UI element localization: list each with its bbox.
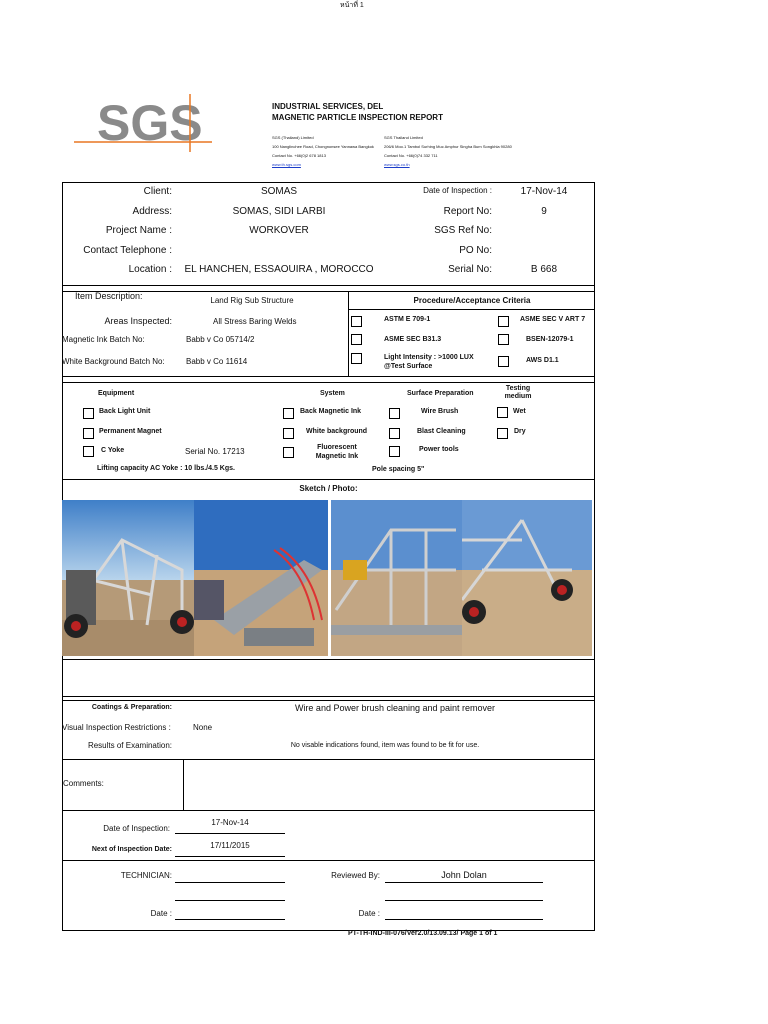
- wet-checkbox[interactable]: [497, 407, 508, 418]
- permanent-magnet-checkbox[interactable]: [83, 428, 94, 439]
- equipment-header: Equipment: [98, 390, 135, 397]
- comments-label: Comments:: [63, 779, 104, 788]
- serial-no-value: B 668: [530, 264, 558, 275]
- white-bg-checkbox[interactable]: [283, 428, 294, 439]
- crit3-checkbox[interactable]: [351, 334, 362, 345]
- crit5-label: Light Intensity : >1000 LUX @Test Surface: [384, 354, 474, 370]
- date-of-inspection-value: 17-Nov-14: [520, 186, 568, 197]
- dry-label: Dry: [514, 428, 526, 435]
- inspection-date-label: Date of Inspection:: [103, 824, 170, 833]
- header-right-block: SGS Thailand Limited 206/6 Moo.1 Tambol Surhing Muc Amphur Singha Burn Songkhla 90280 Contact No. +66(0)74 332 711 www.sgs.co.th: [384, 135, 512, 167]
- wire-brush-label: Wire Brush: [421, 408, 459, 415]
- inspection-date-value: 17-Nov-14: [211, 818, 249, 827]
- logo-text: SGS: [97, 95, 203, 151]
- wet-label: Wet: [513, 408, 526, 415]
- back-light-checkbox[interactable]: [83, 408, 94, 419]
- header-title-1: INDUSTRIAL SERVICES, DEL: [272, 102, 384, 111]
- power-tools-label: Power tools: [419, 446, 459, 453]
- results-value: No visable indications found, item was found to be fit for use.: [290, 742, 480, 749]
- item-description-value: Land Rig Sub Structure: [210, 296, 294, 305]
- project-value: WORKOVER: [249, 225, 309, 236]
- system-header: System: [320, 390, 345, 397]
- white-bg-label: White background: [306, 428, 368, 435]
- areas-label: Areas Inspected:: [104, 316, 172, 326]
- results-label: Results of Examination:: [87, 741, 172, 750]
- report-no-label: Report No:: [443, 206, 492, 217]
- testing-medium-header: Testing medium: [504, 385, 532, 400]
- white-label: White Background Batch No:: [62, 357, 165, 366]
- address-value: SOMAS, SIDI LARBI: [232, 206, 326, 217]
- project-label: Project Name :: [105, 225, 172, 236]
- technician-date-label: Date :: [150, 909, 172, 918]
- serial-no-label: Serial No:: [448, 264, 492, 275]
- phone-label: Contact Telephone :: [83, 245, 172, 256]
- serial-number: Serial No. 17213: [185, 447, 245, 456]
- power-tools-checkbox[interactable]: [389, 446, 400, 457]
- dry-checkbox[interactable]: [497, 428, 508, 439]
- client-value: SOMAS: [260, 186, 298, 197]
- crit4-checkbox[interactable]: [498, 334, 509, 345]
- blast-cleaning-label: Blast Cleaning: [417, 428, 466, 435]
- crit3-label: ASME SEC B31.3: [384, 336, 442, 343]
- po-no-label: PO No:: [459, 245, 492, 256]
- fluorescent-checkbox[interactable]: [283, 447, 294, 458]
- coating-value: Wire and Power brush cleaning and paint remover: [294, 703, 496, 713]
- rig-photo-2: [194, 500, 328, 656]
- location-label: Location :: [128, 264, 172, 275]
- next-inspection-label: Next of Inspection Date:: [91, 846, 172, 853]
- sketch-label: Sketch / Photo:: [299, 484, 358, 493]
- c-yoke-checkbox[interactable]: [83, 446, 94, 457]
- sgs-logo: [72, 92, 217, 154]
- white-value: Babb v Co 11614: [186, 357, 248, 366]
- crit6-checkbox[interactable]: [498, 356, 509, 367]
- next-inspection-value: 17/11/2015: [210, 841, 250, 850]
- permanent-magnet-label: Permanent Magnet: [99, 428, 162, 435]
- technician-line[interactable]: [175, 882, 285, 883]
- back-light-label: Back Light Unit: [99, 408, 151, 415]
- rig-photo-4: [462, 500, 592, 656]
- pole-spacing: Pole spacing 5": [372, 466, 425, 473]
- wire-brush-checkbox[interactable]: [389, 408, 400, 419]
- rig-photo-1: [62, 500, 194, 656]
- areas-value: All Stress Baring Welds: [213, 317, 297, 326]
- sgs-ref-label: SGS Ref No:: [434, 225, 492, 236]
- page-number: หน้าที่ 1: [340, 2, 364, 9]
- client-label: Client:: [143, 186, 172, 197]
- crit2-label: ASME SEC V ART 7: [520, 316, 586, 323]
- header-title-2: MAGNETIC PARTICLE INSPECTION REPORT: [272, 113, 443, 122]
- crit1-label: ASTM E 709-1: [384, 316, 431, 323]
- crit5-checkbox[interactable]: [351, 353, 362, 364]
- header-left-block: SGS (Thailand) Limited 100 Nanglinchee Road, Chongnonsee Yannawa Bangkok Contact No. +66(0)2 678 1813 www.th.sgs.com: [272, 135, 374, 167]
- crit1-checkbox[interactable]: [351, 316, 362, 327]
- reviewed-label: Reviewed By:: [331, 871, 380, 880]
- lifting-capacity: Lifting capacity AC Yoke : 10 lbs./4.5 Kgs.: [97, 465, 235, 472]
- crit2-checkbox[interactable]: [498, 316, 509, 327]
- item-description-label: Item Description:: [75, 291, 143, 301]
- back-ink-label: Back Magnetic Ink: [300, 408, 362, 415]
- reviewed-value: John Dolan: [441, 870, 487, 880]
- visual-restrictions-label: Visual Inspection Restrictions :: [62, 723, 171, 732]
- back-ink-checkbox[interactable]: [283, 408, 294, 419]
- ink-label: Magnetic Ink Batch No:: [62, 335, 145, 344]
- crit6-label: AWS D1.1: [526, 357, 559, 364]
- location-value: EL HANCHEN, ESSAOUIRA , MOROCCO: [184, 264, 374, 275]
- visual-restrictions-value: None: [193, 723, 213, 732]
- surface-prep-header: Surface Preparation: [407, 390, 474, 397]
- address-label: Address:: [132, 206, 172, 217]
- date-of-inspection-label: Date of Inspection :: [423, 186, 492, 195]
- technician-date-line[interactable]: [175, 919, 285, 920]
- reviewer-date-line[interactable]: [385, 919, 543, 920]
- footer-doc-ref: PT-TH-IND-III-076/Ver2.0/13.09.13/ Page 1 of 1: [348, 930, 498, 937]
- ink-value: Babb v Co 05714/2: [186, 335, 255, 344]
- crit4-label: BSEN-12079-1: [526, 336, 574, 343]
- technician-label: TECHNICIAN:: [120, 871, 172, 880]
- reviewer-date-label: Date :: [358, 909, 380, 918]
- c-yoke-label: C Yoke: [101, 447, 125, 454]
- fluorescent-label: Fluorescent Magnetic Ink: [315, 444, 359, 460]
- report-no-value: 9: [541, 206, 547, 217]
- criteria-header: Procedure/Acceptance Criteria: [413, 296, 531, 305]
- rig-photo-3: [331, 500, 462, 656]
- blast-cleaning-checkbox[interactable]: [389, 428, 400, 439]
- coating-label: Coatings & Preparation:: [91, 704, 172, 711]
